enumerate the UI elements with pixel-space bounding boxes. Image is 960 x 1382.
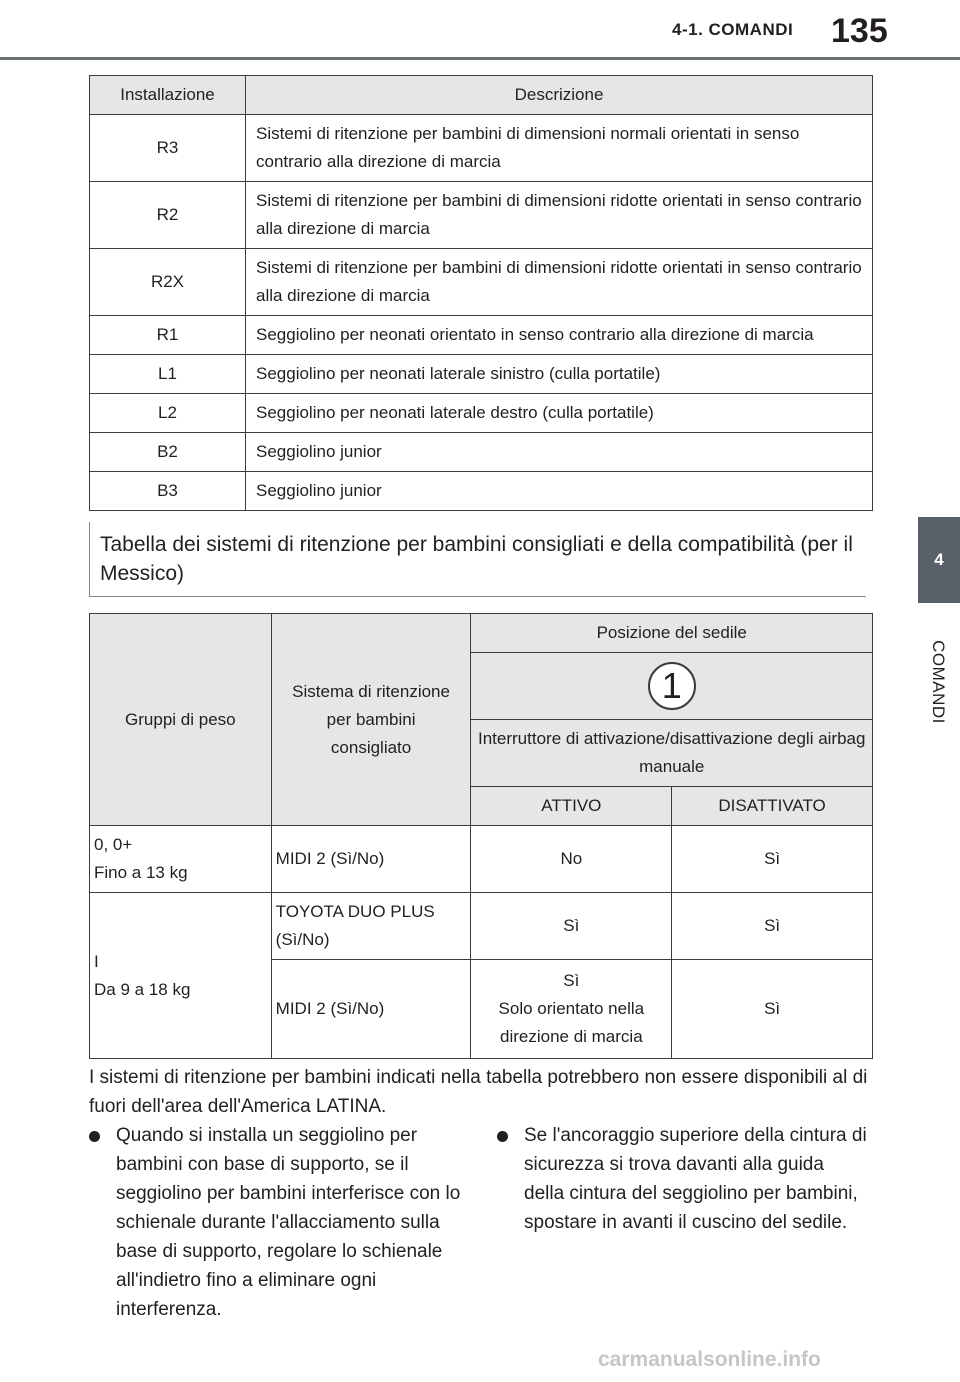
installation-code: R2X — [90, 249, 246, 316]
bullet-item — [497, 1121, 867, 1237]
installation-code: L2 — [90, 394, 246, 433]
installation-description: Seggiolino per neonati laterale sinistro (culla portatile) — [246, 355, 873, 394]
bullet-item — [89, 1121, 464, 1324]
table-row — [90, 115, 873, 182]
weight-group-cell — [90, 826, 272, 893]
installation-description: Seggiolino per neonati orientato in senso contrario alla direzione di marcia — [246, 316, 873, 355]
table-row — [90, 355, 873, 394]
installation-description: Seggiolino per neonati laterale destro (culla portatile) — [246, 394, 873, 433]
column-header-installation: Installazione — [90, 76, 246, 115]
availability-note: I sistemi di ritenzione per bambini indicati nella tabella potrebbero non essere disponibili al di fuori dell'area dell'America LATINA. — [89, 1067, 868, 1117]
chapter-label: COMANDI — [929, 640, 948, 724]
table-row — [90, 433, 873, 472]
seat-number-badge: 1 — [648, 662, 696, 710]
on-value: Sì — [563, 971, 580, 990]
bullet-dot-icon — [497, 1131, 508, 1142]
system-cell: MIDI 2 (Sì/No) — [271, 960, 471, 1059]
on-header: ATTIVO — [471, 787, 672, 826]
installation-code: L1 — [90, 355, 246, 394]
page-number: 135 — [831, 12, 888, 50]
section-title: 4-1. COMANDI — [672, 20, 794, 39]
off-cell: Sì — [672, 893, 873, 960]
chapter-tab[interactable]: 4 — [918, 517, 960, 603]
system-header: Sistema di ritenzione per bambini consigliato — [271, 614, 471, 826]
table-row — [90, 182, 873, 249]
table-row — [90, 472, 873, 511]
table-row — [90, 394, 873, 433]
installation-code: R3 — [90, 115, 246, 182]
table-row — [90, 249, 873, 316]
on-note: Solo orientato nella direzione di marcia — [498, 999, 645, 1046]
weight-group-range: Da 9 a 18 kg — [94, 979, 191, 999]
table-row — [90, 316, 873, 355]
on-cell: No — [471, 826, 672, 893]
system-cell: MIDI 2 (Sì/No) — [271, 826, 471, 893]
table-row — [90, 893, 873, 960]
installation-table — [89, 75, 873, 511]
seat-position-header: Posizione del sedile — [471, 614, 873, 653]
weight-group-name: I — [94, 951, 99, 971]
installation-description: Sistemi di ritenzione per bambini di dimensioni normali orientati in senso contrario alla direzione di marcia — [246, 115, 873, 182]
on-cell — [471, 960, 672, 1059]
installation-code: R1 — [90, 316, 246, 355]
installation-description: Sistemi di ritenzione per bambini di dimensioni ridotte orientati in senso contrario alla direzione di marcia — [246, 182, 873, 249]
installation-code: B3 — [90, 472, 246, 511]
off-cell: Sì — [672, 826, 873, 893]
installation-description: Seggiolino junior — [246, 472, 873, 511]
weight-group-name: 0, 0+ — [94, 835, 133, 854]
bullet-dot-icon — [89, 1131, 100, 1142]
airbag-switch-header: Interruttore di attivazione/disattivazione degli airbag manuale — [471, 720, 873, 787]
off-cell: Sì — [672, 960, 873, 1059]
weight-groups-header: Gruppi di peso — [90, 614, 272, 826]
section-heading: Tabella dei sistemi di ritenzione per bambini consigliati e della compatibilità (per il Messico) — [100, 533, 853, 585]
weight-group-cell — [90, 893, 272, 1059]
installation-description: Seggiolino junior — [246, 433, 873, 472]
system-cell: TOYOTA DUO PLUS (Sì/No) — [271, 893, 471, 960]
installation-description: Sistemi di ritenzione per bambini di dimensioni ridotte orientati in senso contrario alla direzione di marcia — [246, 249, 873, 316]
column-header-description: Descrizione — [246, 76, 873, 115]
header-rule — [0, 57, 960, 60]
installation-code: B2 — [90, 433, 246, 472]
weight-group-range: Fino a 13 kg — [94, 863, 188, 882]
bullet-text: Se l'ancoraggio superiore della cintura di sicurezza si trova davanti alla guida della cintura del seggiolino per bambini, spostare in avanti il cuscino del sedile. — [524, 1125, 867, 1233]
compatibility-table — [89, 613, 873, 1059]
table-row — [90, 826, 873, 893]
seat-number-cell — [471, 653, 873, 720]
watermark: carmanualsonline.info — [598, 1348, 821, 1371]
off-header: DISATTIVATO — [672, 787, 873, 826]
on-cell: Sì — [471, 893, 672, 960]
installation-code: R2 — [90, 182, 246, 249]
bullet-text: Quando si installa un seggiolino per bambini con base di supporto, se il seggiolino per bambini interferisce con lo schienale durante l'allacciamento sulla base di supporto, regolare lo schienale all'indietro fino a eliminare ogni interferenza. — [116, 1125, 461, 1320]
